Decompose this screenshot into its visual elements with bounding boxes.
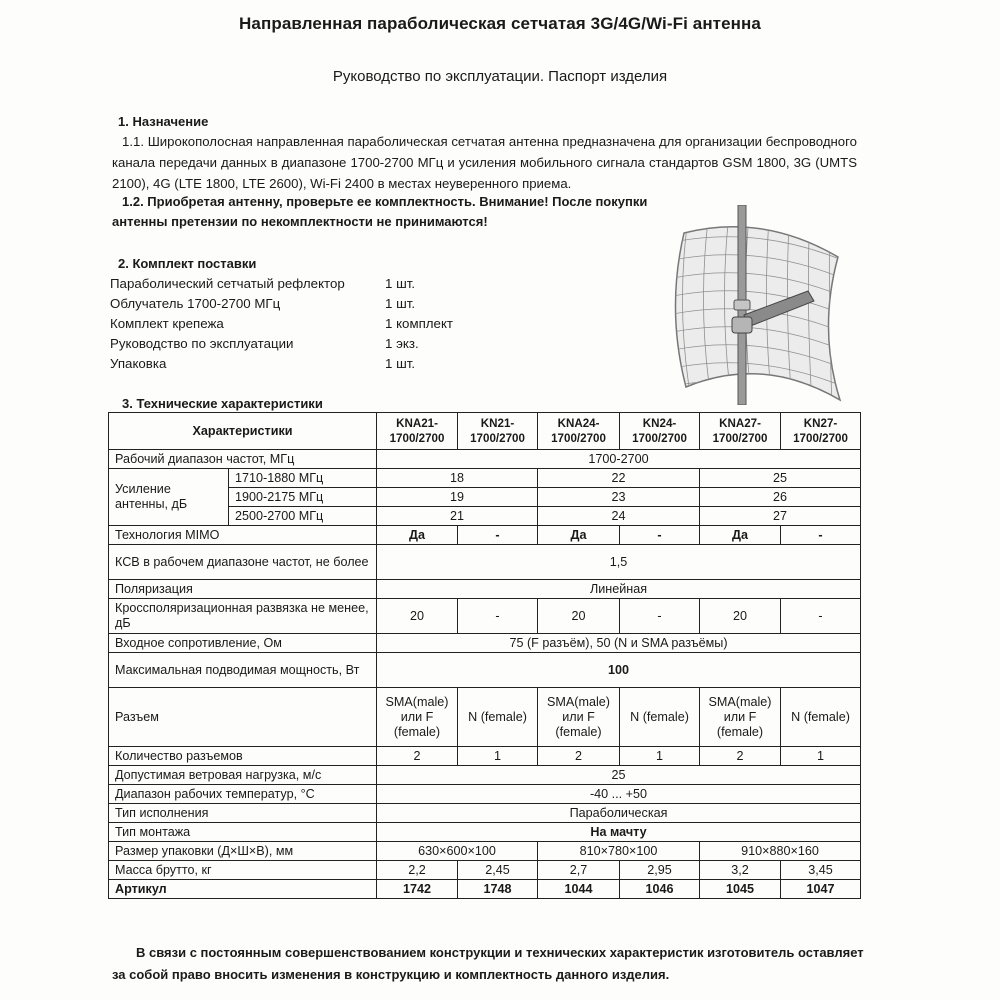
kit-item-name: Руководство по эксплуатации	[110, 336, 294, 351]
section-1-heading: 1. Назначение	[118, 114, 209, 129]
xpol-value: -	[620, 599, 700, 634]
kit-item-qty: 1 шт.	[385, 296, 416, 311]
spec-table	[108, 412, 861, 899]
pack-value: 630×600×100	[377, 842, 538, 861]
mass-value: 3,45	[781, 861, 861, 880]
table-row	[109, 880, 861, 899]
table-row	[109, 545, 861, 580]
wind-label: Допустимая ветровая нагрузка, м/с	[109, 766, 377, 785]
gain-value: 26	[700, 488, 861, 507]
wind-value: 25	[377, 766, 861, 785]
table-row	[109, 747, 861, 766]
pol-label: Поляризация	[109, 580, 377, 599]
temp-value: -40 ... +50	[377, 785, 861, 804]
vswr-label: КСВ в рабочем диапазоне частот, не более	[109, 545, 377, 580]
table-row	[109, 469, 861, 488]
model-header: KN27-1700/2700	[781, 413, 861, 450]
impedance-label: Входное сопротивление, Ом	[109, 634, 377, 653]
gain-value: 22	[538, 469, 700, 488]
antenna-icon	[668, 205, 858, 405]
connector-count-value: 2	[700, 747, 781, 766]
mimo-value: Да	[377, 526, 458, 545]
gain-band: 2500-2700 МГц	[229, 507, 377, 526]
mount-label: Тип монтажа	[109, 823, 377, 842]
table-row	[109, 804, 861, 823]
mass-label: Масса брутто, кг	[109, 861, 377, 880]
connector-value: SMA(male) или F (female)	[700, 688, 781, 747]
model-header: KNA27-1700/2700	[700, 413, 781, 450]
article-label: Артикул	[109, 880, 377, 899]
gain-band: 1710-1880 МГц	[229, 469, 377, 488]
gain-value: 23	[538, 488, 700, 507]
gain-label: Усиление антенны, дБ	[109, 469, 229, 526]
power-label: Максимальная подводимая мощность, Вт	[109, 653, 377, 688]
mimo-value: Да	[700, 526, 781, 545]
connector-count-value: 1	[781, 747, 861, 766]
article-value: 1044	[538, 880, 620, 899]
gain-value: 21	[377, 507, 538, 526]
pack-label: Размер упаковки (Д×Ш×В), мм	[109, 842, 377, 861]
section-1-paragraph-1: 1.1. Широкополосная направленная параболическая сетчатая антенна предназначена для организации беспроводного канала передачи данных в диапазоне 1700-2700 МГц и усиления мобильного сигнала стандартов GSM 1800, 3G (UMTS 2100), 4G (LTE 1800, LTE 2600), Wi-Fi 2400 в местах неуверенного приема.	[112, 134, 857, 191]
table-row	[109, 842, 861, 861]
connector-value: N (female)	[781, 688, 861, 747]
kit-item-name: Облучатель 1700-2700 МГц	[110, 296, 281, 311]
article-value: 1047	[781, 880, 861, 899]
page-subtitle: Руководство по эксплуатации. Паспорт изделия	[332, 68, 668, 85]
table-header-row	[109, 413, 861, 450]
article-value: 1046	[620, 880, 700, 899]
table-row	[109, 599, 861, 634]
table-row	[109, 580, 861, 599]
mass-value: 2,45	[458, 861, 538, 880]
type-value: Параболическая	[377, 804, 861, 823]
connector-value: SMA(male) или F (female)	[377, 688, 458, 747]
kit-item-qty: 1 экз.	[385, 336, 419, 351]
section-2-heading: 2. Комплект поставки	[118, 256, 257, 271]
article-value: 1045	[700, 880, 781, 899]
article-value: 1748	[458, 880, 538, 899]
vswr-value: 1,5	[377, 545, 861, 580]
xpol-value: 20	[377, 599, 458, 634]
pack-value: 810×780×100	[538, 842, 700, 861]
mass-value: 2,95	[620, 861, 700, 880]
xpol-value: -	[458, 599, 538, 634]
table-row	[109, 450, 861, 469]
connector-value: N (female)	[620, 688, 700, 747]
model-header: KNA24-1700/2700	[538, 413, 620, 450]
table-row	[109, 634, 861, 653]
mimo-value: -	[781, 526, 861, 545]
xpol-value: 20	[700, 599, 781, 634]
table-row	[109, 688, 861, 747]
model-header: KNA21-1700/2700	[377, 413, 458, 450]
footer-note: В связи с постоянным совершенствованием конструкции и технических характеристик изготовитель оставляет за собой право вносить изменения в конструкцию и комплектность данного изделия.	[112, 945, 864, 982]
table-row	[109, 653, 861, 688]
article-value: 1742	[377, 880, 458, 899]
connector-value: SMA(male) или F (female)	[538, 688, 620, 747]
kit-item-qty: 1 шт.	[385, 356, 416, 371]
xpol-value: 20	[538, 599, 620, 634]
mass-value: 2,2	[377, 861, 458, 880]
table-row	[109, 823, 861, 842]
kit-item-qty: 1 комплект	[385, 316, 454, 331]
antenna-illustration	[668, 205, 858, 410]
connector-count-label: Количество разъемов	[109, 747, 377, 766]
model-header: KN24-1700/2700	[620, 413, 700, 450]
kit-item-qty: 1 шт.	[385, 276, 416, 291]
pol-value: Линейная	[377, 580, 861, 599]
gain-value: 25	[700, 469, 861, 488]
mount-value: На мачту	[377, 823, 861, 842]
kit-item-name: Упаковка	[110, 356, 167, 371]
connector-count-value: 1	[458, 747, 538, 766]
kit-item-name: Параболический сетчатый рефлектор	[110, 276, 345, 291]
gain-value: 19	[377, 488, 538, 507]
table-row	[109, 785, 861, 804]
connector-label: Разъем	[109, 688, 377, 747]
mass-value: 3,2	[700, 861, 781, 880]
header-label: Характеристики	[109, 413, 377, 450]
type-label: Тип исполнения	[109, 804, 377, 823]
impedance-value: 75 (F разъём), 50 (N и SMA разъёмы)	[377, 634, 861, 653]
connector-count-value: 2	[377, 747, 458, 766]
xpol-label: Кроссполяризационная развязка не менее, дБ	[109, 599, 377, 634]
freq-label: Рабочий диапазон частот, МГц	[109, 450, 377, 469]
connector-value: N (female)	[458, 688, 538, 747]
pack-value: 910×880×160	[700, 842, 861, 861]
xpol-value: -	[781, 599, 861, 634]
table-row	[109, 766, 861, 785]
mimo-label: Технология MIMO	[109, 526, 377, 545]
mimo-value: -	[620, 526, 700, 545]
model-header: KN21-1700/2700	[458, 413, 538, 450]
connector-count-value: 1	[620, 747, 700, 766]
section-1-paragraph-2: 1.2. Приобретая антенну, проверьте ее комплектность. Внимание! После покупки антенны претензии по некомплектности не принимаются!	[112, 194, 648, 229]
power-value: 100	[377, 653, 861, 688]
table-row	[109, 526, 861, 545]
gain-value: 24	[538, 507, 700, 526]
gain-value: 18	[377, 469, 538, 488]
connector-count-value: 2	[538, 747, 620, 766]
mass-value: 2,7	[538, 861, 620, 880]
mimo-value: -	[458, 526, 538, 545]
page-title: Направленная параболическая сетчатая 3G/4G/Wi-Fi антенна	[239, 14, 761, 33]
freq-value: 1700-2700	[377, 450, 861, 469]
table-row	[109, 861, 861, 880]
gain-band: 1900-2175 МГц	[229, 488, 377, 507]
section-3-heading: 3. Технические характеристики	[122, 396, 323, 411]
gain-value: 27	[700, 507, 861, 526]
kit-item-name: Комплект крепежа	[110, 316, 224, 331]
mimo-value: Да	[538, 526, 620, 545]
temp-label: Диапазон рабочих температур, °С	[109, 785, 377, 804]
